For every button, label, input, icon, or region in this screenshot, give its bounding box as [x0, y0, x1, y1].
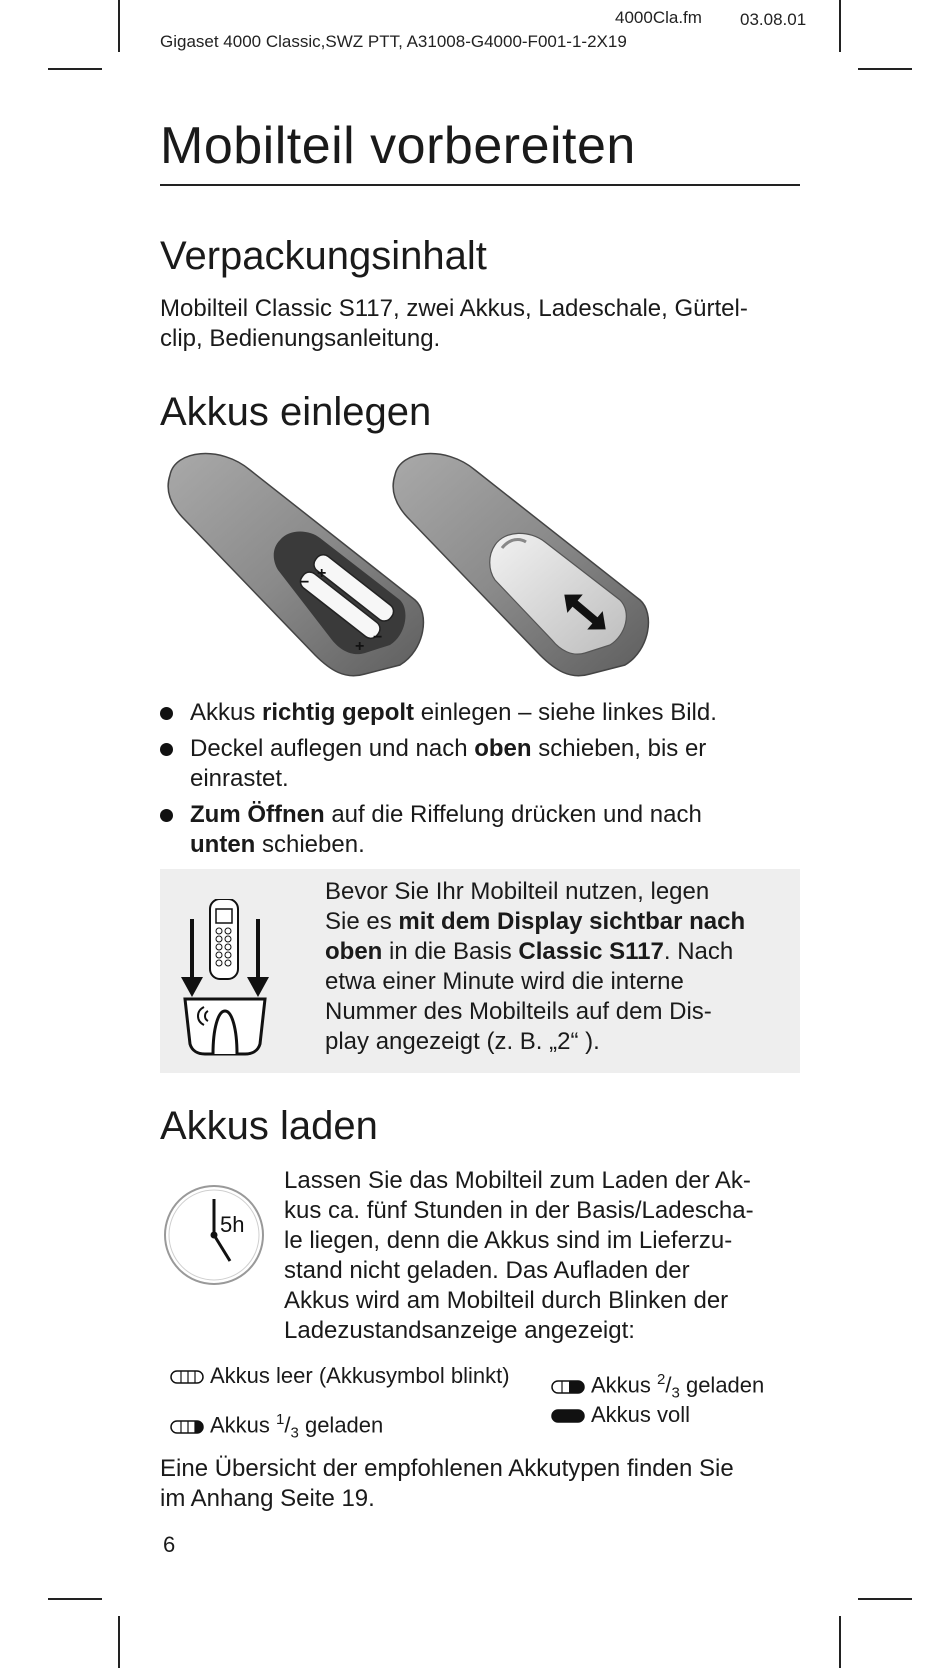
page-title: Mobilteil vorbereiten: [160, 117, 636, 175]
bullet-icon: [160, 809, 173, 822]
crop-mark: [858, 1598, 912, 1600]
crop-mark: [118, 0, 120, 52]
heading-charge-batteries: Akkus laden: [160, 1104, 378, 1148]
list-item: Zum Öffnen auf die Riffelung drücken und nach unten schieben.: [160, 800, 800, 860]
battery-state-one-third: Akkus $^1/_3$ geladen: [170, 1406, 383, 1448]
note-box: [160, 869, 800, 1073]
crop-mark: [858, 68, 912, 70]
clock-label: 5h: [220, 1212, 245, 1237]
note-text: Bevor Sie Ihr Mobilteil nutzen, legen Sie es mit dem Display sichtbar nach oben in die Basis Classic S117. Nach etwa einer Minute wird die interne Nummer des Mobilteils auf dem Dis- play angezeigt (z. B. „2“ ).: [325, 878, 746, 1055]
package-contents-text: Mobilteil Classic S117, zwei Akkus, Ladeschale, Gürtel- clip, Bedienungsanleitung.: [160, 295, 748, 352]
heading-package-contents: Verpackungsinhalt: [160, 234, 487, 278]
list-item: Akkus richtig gepolt einlegen – siehe linkes Bild.: [160, 698, 800, 728]
charge-text: Lassen Sie das Mobilteil zum Laden der Ak- kus ca. fünf Stunden in der Basis/Ladescha- le liegen, denn die Akkus sind im Lieferzu- stand nicht geladen. Das Aufladen der Akkus wird am Mobilteil durch Blinken der Ladezustandsanzeige angezeigt:: [284, 1167, 754, 1344]
battery-minus-bottom: −: [373, 629, 383, 646]
header-doc-id: Gigaset 4000 Classic,SWZ PTT, A31008-G4000-F001-1-2X19: [160, 32, 627, 51]
phone-open-icon: [168, 450, 423, 676]
battery-empty-icon: [170, 1370, 204, 1384]
list-item: Deckel auflegen und nach oben schieben, bis er einrastet.: [160, 734, 800, 794]
battery-plus-bottom: +: [355, 638, 365, 655]
crop-mark: [839, 0, 841, 52]
clock-icon: [162, 1183, 266, 1287]
phone-closed-icon: [393, 454, 648, 676]
phone-in-base-icon: [180, 899, 270, 1059]
crop-mark: [118, 1616, 120, 1668]
heading-insert-batteries: Akkus einlegen: [160, 390, 432, 434]
battery-state-full: Akkus voll: [551, 1401, 690, 1429]
crop-mark: [839, 1616, 841, 1668]
battery-plus-top: +: [317, 565, 327, 582]
crop-mark: [48, 1598, 102, 1600]
header-date: 03.08.01: [740, 10, 807, 29]
page-number: 6: [163, 1532, 176, 1557]
battery-minus-top: −: [300, 574, 310, 591]
title-rule: [160, 184, 800, 186]
battery-full-icon: [551, 1409, 585, 1423]
battery-two-thirds-icon: [551, 1380, 585, 1394]
battery-state-empty: Akkus leer (Akkusymbol blinkt): [170, 1362, 510, 1390]
crop-mark: [48, 68, 102, 70]
battery-state-two-thirds: Akkus $^2/_3$ geladen: [551, 1366, 764, 1408]
bullet-icon: [160, 743, 173, 756]
header-filename: 4000Cla.fm: [615, 8, 702, 27]
bullet-icon: [160, 707, 173, 720]
battery-one-third-icon: [170, 1420, 204, 1434]
phone-battery-illustration: [160, 450, 660, 680]
battery-types-note: Eine Übersicht der empfohlenen Akkutypen finden Sie im Anhang Seite 19.: [160, 1455, 734, 1512]
